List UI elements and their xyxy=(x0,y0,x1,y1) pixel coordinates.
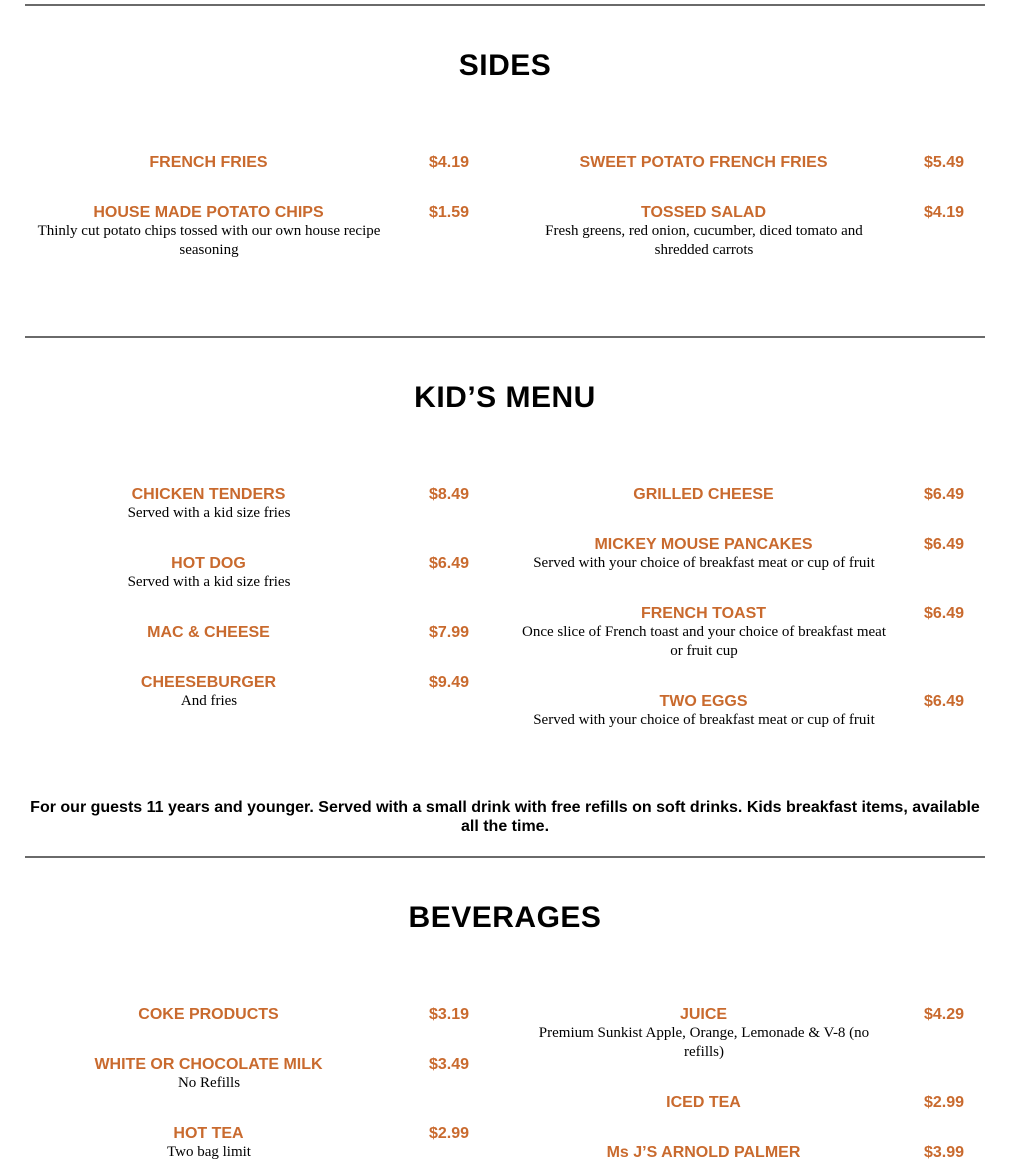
section-divider xyxy=(25,856,985,858)
item-description: Served with a kid size fries xyxy=(127,505,291,521)
item-name: SWEET POTATO FRENCH FRIES xyxy=(579,154,828,171)
item-name: MAC & CHEESE xyxy=(147,624,270,641)
item-name: COKE PRODUCTS xyxy=(138,1006,279,1023)
beverages-title: BEVERAGES xyxy=(408,901,602,934)
item-name: TWO EGGS xyxy=(659,693,748,710)
item-price: $6.49 xyxy=(923,536,964,553)
item-price: $4.19 xyxy=(428,154,469,171)
item-name: FRENCH FRIES xyxy=(149,154,268,171)
item-description: Thinly cut potato chips tossed with our own house recipe seasoning xyxy=(37,223,381,258)
item-description: Served with your choice of breakfast meat or cup of fruit xyxy=(533,555,875,571)
item-price: $8.49 xyxy=(428,486,469,503)
item-description: Served with a kid size fries xyxy=(127,574,291,590)
item-price: $3.49 xyxy=(428,1056,469,1073)
item-price: $4.29 xyxy=(923,1006,964,1023)
item-name: WHITE OR CHOCOLATE MILK xyxy=(94,1056,323,1073)
item-price: $6.49 xyxy=(923,605,964,622)
kids-menu-note: For our guests 11 years and younger. Served with a small drink with free refills on soft drinks. Kids breakfast items, available all the time. xyxy=(30,799,980,835)
item-description: Once slice of French toast and your choice of breakfast meat or fruit cup xyxy=(521,624,887,659)
item-price: $9.49 xyxy=(428,674,469,691)
top-divider xyxy=(25,4,985,6)
sides-title: SIDES xyxy=(458,49,552,82)
item-name: GRILLED CHEESE xyxy=(633,486,774,503)
item-name: HOT TEA xyxy=(173,1125,244,1142)
item-name: CHICKEN TENDERS xyxy=(131,486,286,503)
item-name: Ms J’S ARNOLD PALMER xyxy=(606,1144,801,1161)
item-description: No Refills xyxy=(177,1075,241,1091)
kids-menu-title: KID’S MENU xyxy=(414,381,596,414)
item-price: $2.99 xyxy=(428,1125,469,1142)
item-name: FRENCH TOAST xyxy=(640,605,767,622)
item-description: And fries xyxy=(180,693,238,709)
item-price: $1.59 xyxy=(428,204,469,221)
item-price: $6.49 xyxy=(428,555,469,572)
item-name: CHEESEBURGER xyxy=(140,674,277,691)
item-description: Premium Sunkist Apple, Orange, Lemonade & V-8 (no refills) xyxy=(538,1025,870,1060)
item-name: HOT DOG xyxy=(171,555,246,572)
item-name: JUICE xyxy=(679,1006,728,1023)
item-name: MICKEY MOUSE PANCAKES xyxy=(594,536,813,553)
item-description: Served with your choice of breakfast meat or cup of fruit xyxy=(533,712,875,728)
item-price: $7.99 xyxy=(428,624,469,641)
item-name: TOSSED SALAD xyxy=(640,204,767,221)
item-price: $6.49 xyxy=(923,693,964,710)
item-name: HOUSE MADE POTATO CHIPS xyxy=(93,204,324,221)
item-price: $4.19 xyxy=(923,204,964,221)
item-name: ICED TEA xyxy=(666,1094,741,1111)
item-price: $2.99 xyxy=(923,1094,964,1111)
section-divider xyxy=(25,336,985,338)
item-price: $6.49 xyxy=(923,486,964,503)
item-price: $3.99 xyxy=(923,1144,964,1161)
item-price: $3.19 xyxy=(428,1006,469,1023)
item-description: Two bag limit xyxy=(167,1144,251,1160)
item-price: $5.49 xyxy=(923,154,964,171)
item-description: Fresh greens, red onion, cucumber, diced tomato and shredded carrots xyxy=(545,223,863,258)
